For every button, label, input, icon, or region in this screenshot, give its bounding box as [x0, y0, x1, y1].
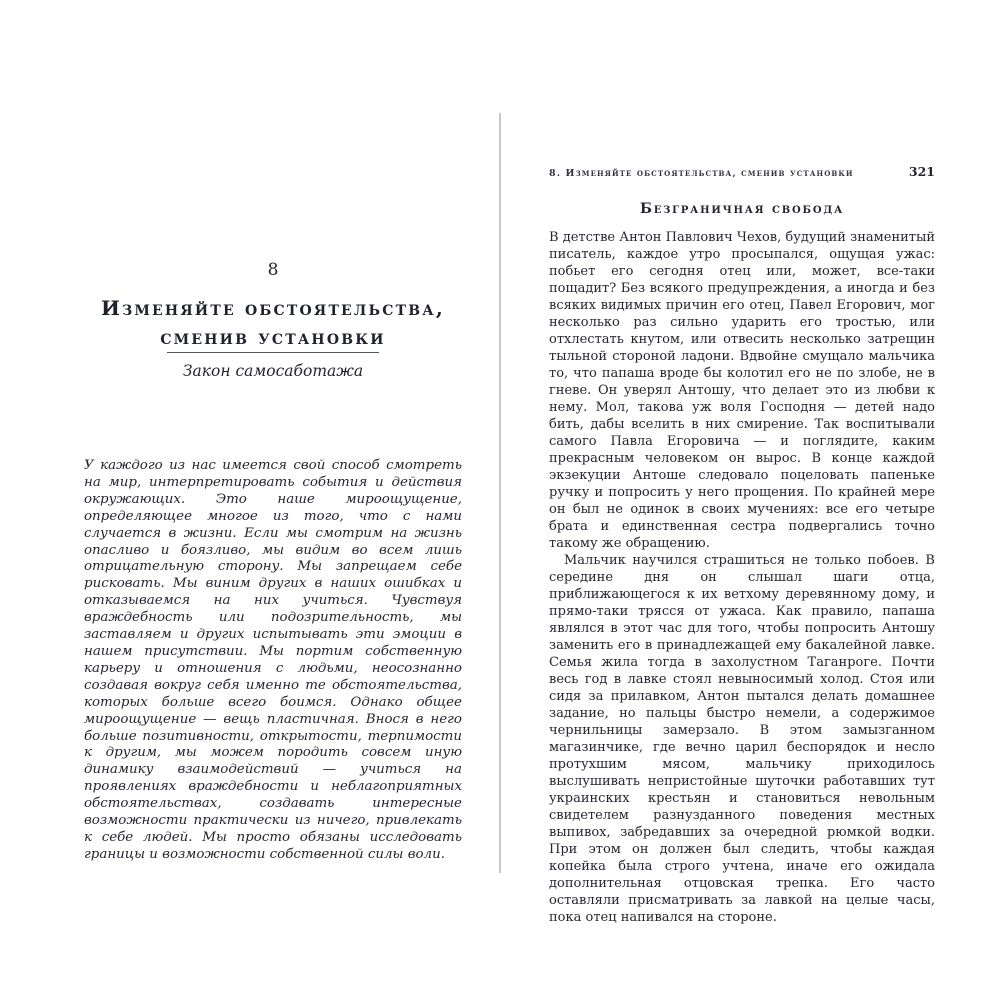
chapter-subtitle: Закон самосаботажа — [182, 362, 364, 380]
chapter-title-line2: сменив установки — [160, 325, 386, 349]
title-rule — [167, 352, 379, 353]
page-number: 321 — [908, 164, 935, 179]
section-heading: Безграничная свобода — [639, 201, 845, 217]
running-header-row — [549, 164, 935, 179]
page-gutter-divider — [499, 113, 501, 873]
chapter-number: 8 — [267, 260, 279, 280]
chapter-title — [84, 294, 462, 352]
body-paragraph: В детстве Антон Павлович Чехов, будущий знаменитый писатель, каждое утро просыпался, ощущая ужас: побьет его сегодня отец или, может, все-таки пощадит? Без всякого предупреждения, а иногда и без всяких видимых причин его отец, Павел Егорович, мог несколько раз сильно ударить его тростью, или отхлестать кнутом, или отвесить несколько затрещин тыльной стороной ладони. Вдвойне смущало мальчика то, что папаша вроде бы колотил его не по злобе, не в гневе. Он уверял Антошу, что делает это из любви к нему. Мол, такова уж воля Господня — детей надо бить, дабы вселить в них смирение. Так воспитывали самого Павла Егоровича — и поглядите, каким прекрасным человеком он вырос. В конце каждой экзекуции Антоше следовало поцеловать папеньке ручку и попросить у него прощения. По крайней мере он был не одинок в своих мучениях: все его четыре брата и единственная сестра подвергались точно такому же обращению. — [549, 230, 935, 551]
page-left — [84, 0, 462, 1000]
running-header: 8. Изменяйте обстоятельства, сменив установки — [549, 168, 854, 179]
chapter-title-line1: Изменяйте обстоятельства, — [100, 296, 446, 320]
body-text — [549, 229, 935, 926]
body-paragraph: Мальчик научился страшиться не только побоев. В середине дня он слышал шаги отца, приближающегося к их ветхому деревянному дому, и прямо-таки трясся от ужаса. Как правило, папаша являлся в этот час для того, чтобы попросить Антошу заменить его в принадлежащей ему бакалейной лавке. Семья жила тогда в захолустном Таганроге. Почти весь год в лавке стоял невыносимый холод. Стоя или сидя за прилавком, Антон пытался делать домашнее задание, но пальцы быстро немели, а содержимое чернильницы замерзало. В этом замызганном магазинчике, где вечно царил беспорядок и несло протухшим мясом, мальчику приходилось выслушивать непристойные шуточки работавших тут украинских крестьян и становиться невольным свидетелем разнузданного поведения местных выпивох, забредавших за очередной рюмкой водки. При этом он должен был следить, чтобы каждая копейка была строго учтена, иначе его ожидала дополнительная отцовская трепка. Его часто оставляли присматривать за лавкой на целые часы, пока отец напивался на стороне. — [549, 553, 935, 925]
page-right — [549, 0, 935, 1000]
epigraph-paragraph: У каждого из нас имеется свой способ смотреть на мир, интерпретировать события и действия окружающих. Это наше мироощущение, определяющее многое из того, что с нами случается в жизни. Если мы смотрим на жизнь опасливо и боязливо, мы видим во всем лишь отрицательную сторону. Мы запрещаем себе рисковать. Мы виним других в наших ошибках и отказываемся на них учиться. Чувствуя враждебность или подозрительность, мы заставляем и других испытывать эти эмоции в нашем присутствии. Мы портим собственную карьеру и отношения с людьми, неосознанно создавая вокруг себя именно те обстоятельства, которых больше всего боимся. Однако общее мироощущение — вещь пластичная. Внося в него больше позитивности, открытости, терпимости к другим, мы можем породить совсем иную динамику взаимодействий — учиться на проявлениях враждебности и неблагоприятных обстоятельствах, создавать интересные возможности практически из ничего, привлекать к себе людей. Мы просто обязаны исследовать границы и возможности собственной силы воли. — [84, 458, 462, 862]
